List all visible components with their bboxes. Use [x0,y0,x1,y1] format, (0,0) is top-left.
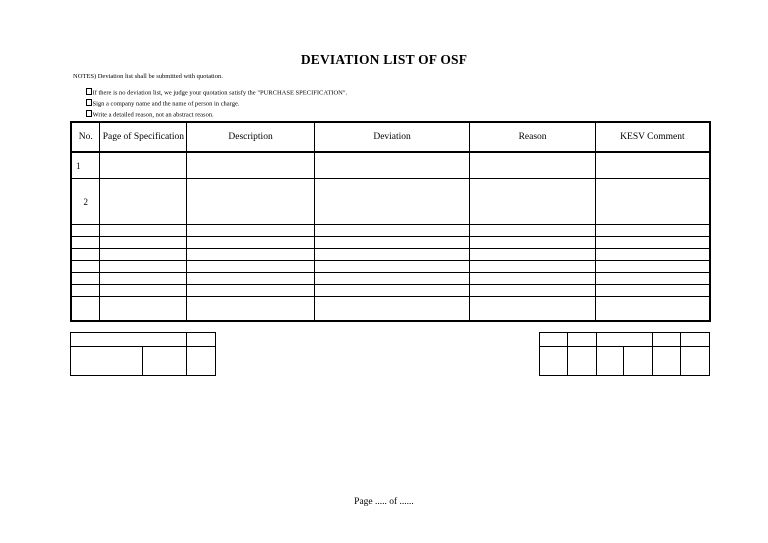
table-cell[interactable] [470,237,596,249]
table-cell[interactable] [187,179,315,225]
table-cell[interactable] [187,285,315,297]
table-cell[interactable] [71,285,100,297]
signature-body-row [540,347,710,376]
signature-cell[interactable] [624,347,653,376]
table-cell[interactable] [314,179,469,225]
signature-body-row [71,347,216,376]
table-cell[interactable] [595,152,710,179]
table-cell[interactable] [71,297,100,322]
table-cell[interactable] [314,152,469,179]
header-no: No. [71,122,100,152]
table-cell[interactable] [187,152,315,179]
table-cell[interactable] [595,285,710,297]
table-cell[interactable] [100,261,187,273]
table-cell[interactable] [595,179,710,225]
table-row [71,179,710,225]
table-cell[interactable] [71,225,100,237]
row-number: 2 [71,179,100,225]
table-cell[interactable] [314,237,469,249]
table-cell[interactable] [595,237,710,249]
table-cell[interactable] [314,225,469,237]
header-kesv-comment: KESV Comment [595,122,710,152]
signature-cell[interactable] [653,347,681,376]
table-cell[interactable] [100,273,187,285]
signature-cell[interactable] [596,333,653,347]
table-cell[interactable] [71,237,100,249]
document-title: DEVIATION LIST OF OSF [300,52,468,67]
table-cell[interactable] [314,297,469,322]
signature-cell[interactable] [567,347,596,376]
signature-box-left [70,332,216,376]
signature-cell[interactable] [187,347,216,376]
table-cell[interactable] [71,261,100,273]
table-cell[interactable] [595,261,710,273]
table-cell[interactable] [314,249,469,261]
table-cell[interactable] [470,225,596,237]
table-cell[interactable] [595,225,710,237]
table-cell[interactable] [470,179,596,225]
table-cell[interactable] [71,249,100,261]
notes-header: NOTES) Deviation list shall be submitted with quotation. [73,73,223,80]
table-cell[interactable] [100,152,187,179]
table-cell[interactable] [100,237,187,249]
signature-cell[interactable] [596,347,624,376]
table-cell[interactable] [187,297,315,322]
table-cell[interactable] [470,249,596,261]
checkbox-icon [86,99,92,106]
signature-header-row [540,333,710,347]
table-cell[interactable] [314,285,469,297]
signature-cell[interactable] [540,333,568,347]
checkbox-icon [86,110,92,117]
table-cell[interactable] [470,285,596,297]
table-row [71,249,710,261]
table-row [71,152,710,179]
signature-cell[interactable] [71,333,187,347]
table-cell[interactable] [100,249,187,261]
table-cell[interactable] [100,285,187,297]
page-footer: Page ..... of ...... [354,497,414,507]
table-cell[interactable] [187,225,315,237]
signature-header-row [71,333,216,347]
signature-cell[interactable] [71,347,143,376]
note-text: Sign a company name and the name of person in charge. [92,100,240,108]
note-text: Write a detailed reason, not an abstract reason. [92,111,214,119]
table-cell[interactable] [595,273,710,285]
signature-cell[interactable] [143,347,187,376]
table-cell[interactable] [187,273,315,285]
header-page-of-specification: Page of Specification [100,122,187,152]
table-header-row [71,122,710,152]
table-cell[interactable] [470,152,596,179]
table-cell[interactable] [100,225,187,237]
signature-cell[interactable] [187,333,216,347]
table-cell[interactable] [470,297,596,322]
deviation-table [70,121,711,322]
note-item [86,88,347,97]
table-cell[interactable] [187,261,315,273]
table-cell[interactable] [71,273,100,285]
signature-cell[interactable] [653,333,681,347]
header-description: Description [187,122,315,152]
table-cell[interactable] [470,273,596,285]
table-cell[interactable] [314,261,469,273]
note-item [86,110,214,119]
header-deviation: Deviation [314,122,469,152]
note-item [86,99,240,108]
signature-cell[interactable] [540,347,568,376]
table-row [71,285,710,297]
signature-cell[interactable] [681,333,710,347]
table-row [71,225,710,237]
note-text: If there is no deviation list, we judge your quotation satisfy the "PURCHASE SPECIFICATION". [92,89,348,97]
table-cell[interactable] [187,249,315,261]
table-cell[interactable] [100,179,187,225]
table-row [71,261,710,273]
signature-cell[interactable] [567,333,596,347]
signature-cell[interactable] [681,347,710,376]
table-cell[interactable] [595,297,710,322]
header-reason: Reason [470,122,596,152]
table-cell[interactable] [595,249,710,261]
table-cell[interactable] [187,237,315,249]
table-row [71,297,710,322]
checkbox-icon [86,88,92,95]
table-row [71,273,710,285]
row-number: 1 [71,152,100,179]
table-cell[interactable] [314,273,469,285]
table-cell[interactable] [470,261,596,273]
table-cell[interactable] [100,297,187,322]
signature-box-right [539,332,710,376]
table-row [71,237,710,249]
